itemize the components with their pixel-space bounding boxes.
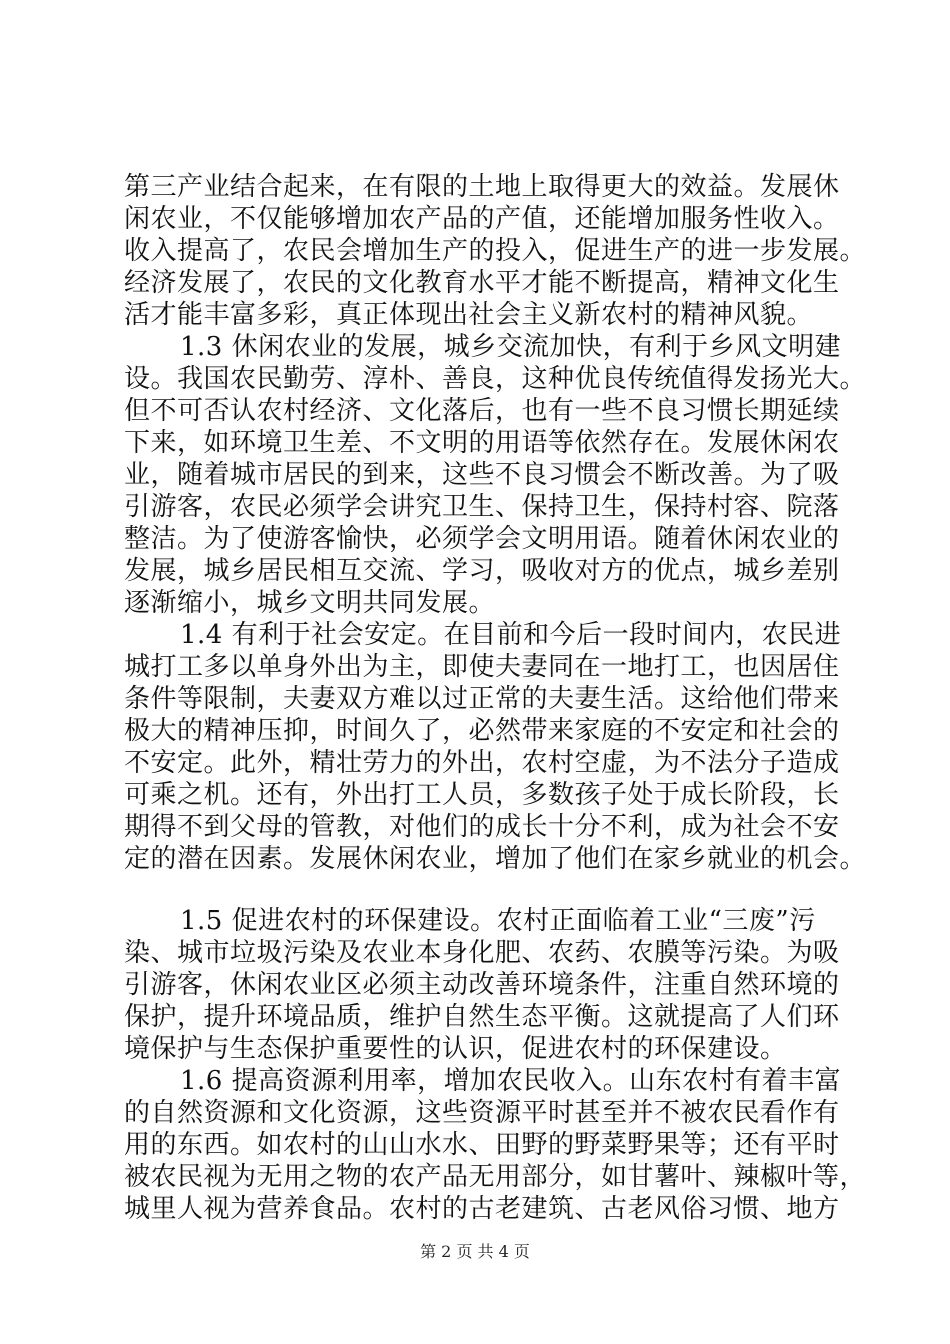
text-line: 的自然资源和文化资源，这些资源平时甚至并不被农民看作有 — [124, 1098, 840, 1128]
text-line: 引游客，休闲农业区必须主动改善环境条件，注重自然环境的 — [124, 970, 840, 1000]
text-line: 极大的精神压抑，时间久了，必然带来家庭的不安定和社会的 — [124, 716, 840, 746]
text-line: 条件等限制，夫妻双方难以过正常的夫妻生活。这给他们带来 — [124, 684, 840, 714]
section-1-3-heading-line: 1.3 休闲农业的发展，城乡交流加快，有利于乡风文明建 — [180, 332, 842, 362]
text-line: 活才能丰富多彩，真正体现出社会主义新农村的精神风貌。 — [124, 300, 814, 330]
text-line: 整洁。为了使游客愉快，必须学会文明用语。随着休闲农业的 — [124, 524, 840, 554]
text-line: 不安定。此外，精壮劳力的外出，农村空虚，为不法分子造成 — [124, 748, 840, 778]
text-line: 设。我国农民勤劳、淳朴、善良，这种优良传统值得发扬光大。 — [124, 364, 867, 394]
text-line: 但不可否认农村经济、文化落后，也有一些不良习惯长期延续 — [124, 396, 840, 426]
text-line: 闲农业，不仅能够增加农产品的产值，还能增加服务性收入。 — [124, 204, 840, 234]
text-line: 发展，城乡居民相互交流、学习，吸收对方的优点，城乡差别 — [124, 556, 840, 586]
section-1-5-heading-line: 1.5 促进农村的环保建设。农村正面临着工业“三废”污 — [180, 906, 816, 936]
section-1-6-heading-line: 1.6 提高资源利用率，增加农民收入。山东农村有着丰富 — [180, 1066, 842, 1096]
text-line: 城打工多以单身外出为主，即使夫妻同在一地打工，也因居住 — [124, 652, 840, 682]
text-line: 下来，如环境卫生差、不文明的用语等依然存在。发展休闲农 — [124, 428, 840, 458]
text-line: 被农民视为无用之物的农产品无用部分，如甘薯叶、辣椒叶等， — [124, 1162, 867, 1192]
text-line: 引游客，农民必须学会讲究卫生、保持卫生，保持村容、院落 — [124, 492, 840, 522]
text-line: 第三产业结合起来，在有限的土地上取得更大的效益。发展休 — [124, 172, 840, 202]
text-line: 业，随着城市居民的到来，这些不良习惯会不断改善。为了吸 — [124, 460, 840, 490]
text-line: 保护，提升环境品质，维护自然生态平衡。这就提高了人们环 — [124, 1002, 840, 1032]
text-line: 经济发展了，农民的文化教育水平才能不断提高，精神文化生 — [124, 268, 840, 298]
text-line: 染、城市垃圾污染及农业本身化肥、农药、农膜等污染。为吸 — [124, 938, 840, 968]
text-line: 可乘之机。还有，外出打工人员，多数孩子处于成长阶段，长 — [124, 780, 840, 810]
text-line: 境保护与生态保护重要性的认识，促进农村的环保建设。 — [124, 1034, 787, 1064]
text-line: 城里人视为营养食品。农村的古老建筑、古老风俗习惯、地方 — [124, 1194, 840, 1224]
text-line: 用的东西。如农村的山山水水、田野的野菜野果等；还有平时 — [124, 1130, 840, 1160]
text-line: 逐渐缩小，城乡文明共同发展。 — [124, 588, 496, 618]
page-number-footer: 第 2 页 共 4 页 — [420, 1242, 530, 1261]
text-line: 期得不到父母的管教，对他们的成长十分不利，成为社会不安 — [124, 812, 840, 842]
text-line: 定的潜在因素。发展休闲农业，增加了他们在家乡就业的机会。 — [124, 844, 867, 874]
text-line: 收入提高了，农民会增加生产的投入，促进生产的进一步发展。 — [124, 236, 867, 266]
section-1-4-heading-line: 1.4 有利于社会安定。在目前和今后一段时间内，农民进 — [180, 620, 842, 650]
